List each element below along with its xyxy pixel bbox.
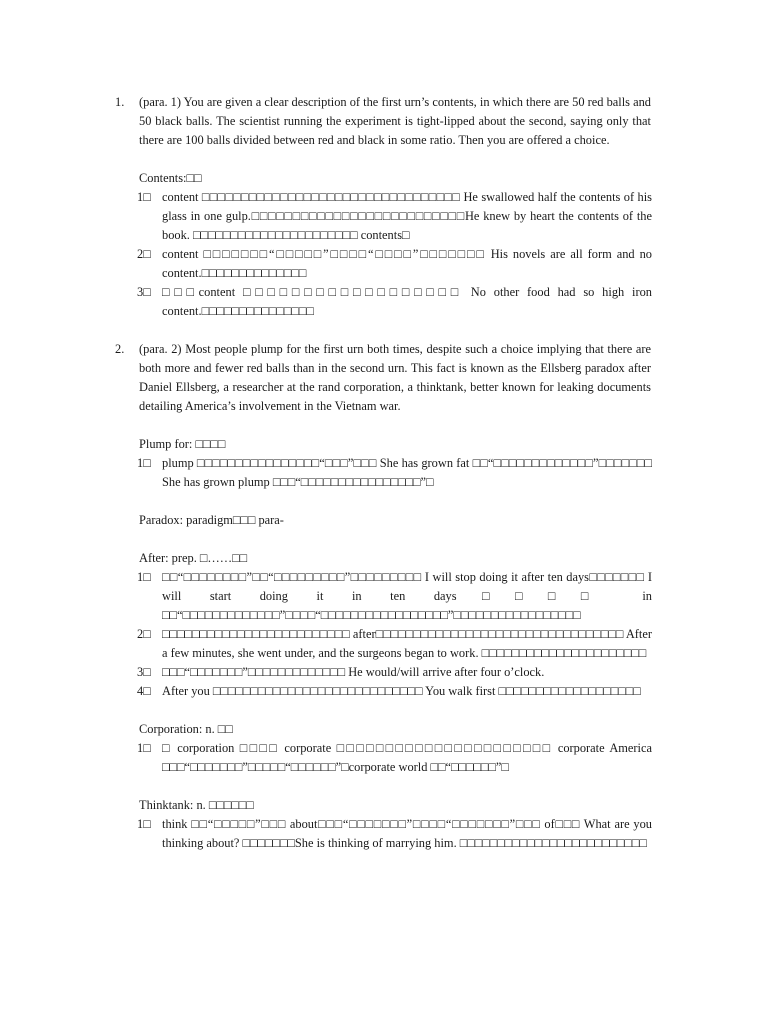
sub-item: [137, 815, 652, 853]
sub-item-text: content □□□□□□□□□□□□□□□□□□□□□□□□□□□□□□□□□ He swallowed half the contents of his glass in one gulp.□□□□□□□□□□□□□□□□□□□□□□□□□□He knew by heart the contents of the book. □□□□□□□□□□□□□□□□□□□□□□ contents□: [162, 190, 652, 242]
sub-item-text: After you □□□□□□□□□□□□□□□□□□□□□□□□□□□□ You walk first □□□□□□□□□□□□□□□□□□□: [162, 684, 641, 698]
sub-item: [137, 625, 652, 663]
sub-item-text: □□“□□□□□□□□”□□“□□□□□□□□□”□□□□□□□□□ I will stop doing it after ten days□□□□□□□ I will start doing it in ten days□□□□ in □□“□□□□□□□□□□□□□”□□□□“□□□□□□□□□□□□□□□□□”□□□□□□□□□□□□□□□□□: [162, 570, 652, 622]
sub-item: [137, 739, 652, 777]
vocab-entry: [0, 511, 652, 530]
vocab-entry: [0, 549, 652, 701]
section-paragraph: (para. 2) Most people plump for the first urn both times, despite such a choice implying that there are both more and fewer red balls than in the second urn. This fact is known as the Ellsberg paradox after Daniel Ellsberg, a researcher at the rand corporation, a thinktank, better known for leaking documents detailing America’s involvement in the Vietnam war.: [139, 342, 651, 413]
sub-item-marker: 4□: [137, 684, 151, 698]
sub-item-marker: 3□: [137, 285, 151, 299]
vocab-entry: [0, 435, 652, 492]
vocab-heading: Paradox: paradigm□□□ para-: [139, 513, 284, 527]
sub-item-text: think □□“□□□□□”□□□ about□□□“□□□□□□□”□□□□“□□□□□□□”□□□ of□□□ What are you thinking about? □□□□□□□She is thinking of marrying him. □□□□□□□□□□□□□□□□□□□□□□□□□: [162, 817, 652, 850]
sub-item-marker: 1□: [137, 190, 151, 204]
vocab-heading: After: prep. □……□□: [139, 551, 248, 565]
sub-item: [137, 245, 652, 283]
vocab-entry: [0, 796, 652, 853]
sub-item-marker: 3□: [137, 665, 151, 679]
vocab-entry: [0, 720, 652, 777]
sub-item-marker: 2□: [137, 247, 151, 261]
vocab-heading: Plump for: □□□□: [139, 437, 226, 451]
section-number: 1.: [115, 95, 125, 109]
list-section: [0, 340, 652, 853]
sub-item-marker: 1□: [137, 817, 151, 831]
sub-item: [137, 454, 652, 492]
vocab-heading: Contents:□□: [139, 171, 202, 185]
section-paragraph: (para. 1) You are given a clear description of the first urn’s contents, in which there are 50 red balls and 50 black balls. The scientist running the experiment is tight-lipped about the second, saying only that there are 100 balls divided between red and black in some ratio. Then you are offered a choice.: [139, 95, 651, 147]
sub-item: [137, 682, 652, 701]
sub-item: [137, 283, 652, 321]
vocab-heading: Corporation: n. □□: [139, 722, 233, 736]
sub-item-marker: 1□: [137, 741, 151, 755]
sub-item-text: □□□□□□□□□□□□□□□□□□□□□□□□□ after□□□□□□□□□□□□□□□□□□□□□□□□□□□□□□□□□ After a few minutes, she went under, and the surgeons began to work. □□□□□□□□□□□□□□□□□□□□□□: [162, 627, 652, 660]
sub-item: [137, 188, 652, 245]
vocab-entry: [0, 169, 652, 321]
sub-item-marker: 1□: [137, 570, 151, 584]
sub-item-text: content □□□□□□□“□□□□□”□□□□“□□□□”□□□□□□□ His novels are all form and no content.□□□□□□□□□□□□□□: [162, 247, 652, 280]
vocab-heading: Thinktank: n. □□□□□□: [139, 798, 254, 812]
sub-item-marker: 2□: [137, 627, 151, 641]
sub-item: [137, 568, 652, 625]
sub-item-text: □□□content □□□□□□□□□□□□□□□□□□ No other food had so high iron content.□□□□□□□□□□□□□□□: [162, 285, 652, 318]
sub-item-text: □ corporation □□□□ corporate □□□□□□□□□□□□□□□□□□□□□□ corporate America □□□“□□□□□□□”□□□□□“□□□□□□”□corporate world □□“□□□□□□”□: [162, 741, 652, 774]
sub-item-text: plump □□□□□□□□□□□□□□□□“□□□”□□□ She has grown fat □□“□□□□□□□□□□□□□”□□□□□□□ She has grown plump □□□“□□□□□□□□□□□□□□□□”□: [162, 456, 652, 489]
sub-item: [137, 663, 652, 682]
sub-item-text: □□□“□□□□□□□”□□□□□□□□□□□□□ He would/will arrive after four o’clock.: [162, 665, 545, 679]
numbered-list: [0, 93, 652, 872]
sub-item-marker: 1□: [137, 456, 151, 470]
list-section: [0, 93, 652, 321]
section-number: 2.: [115, 342, 125, 356]
